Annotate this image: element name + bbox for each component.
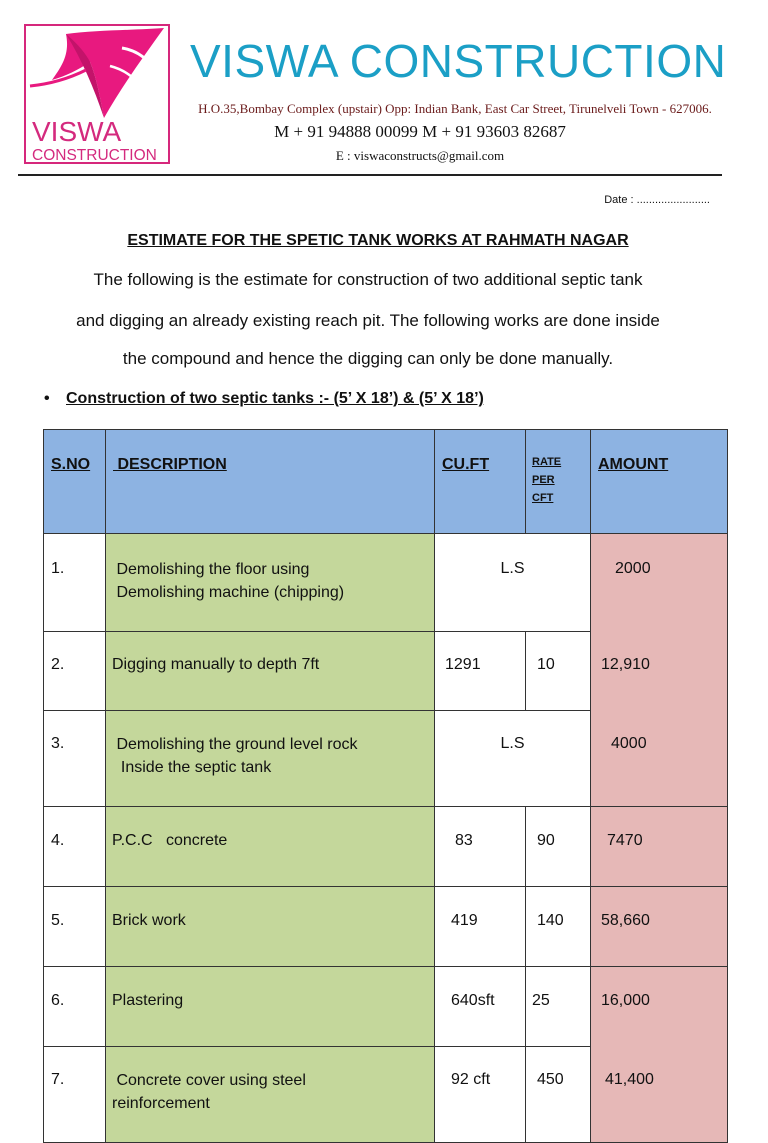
table-row (44, 711, 728, 807)
header-rate: RATE PER CFT (526, 430, 591, 534)
estimate-table (43, 429, 728, 1143)
cell-description: P.C.C concrete (106, 807, 435, 887)
cell-amount: 41,400 (591, 1047, 728, 1143)
table-row (44, 807, 728, 887)
cell-amount: 4000 (591, 711, 728, 807)
cell-sno: 7. (44, 1047, 106, 1143)
logo-text-sub: CONSTRUCTION (32, 147, 157, 164)
cell-cuft: L.S (435, 534, 591, 632)
logo-text-main: VISWA (32, 116, 122, 147)
cell-description: Plastering (106, 967, 435, 1047)
table-row (44, 534, 728, 632)
company-email: E : viswaconstructs@gmail.com (335, 148, 505, 163)
cell-amount: 58,660 (591, 887, 728, 967)
table-row (44, 632, 728, 711)
document-title: ESTIMATE FOR THE SPETIC TANK WORKS AT RAHMATH NAGAR (127, 232, 629, 249)
cell-amount: 7470 (591, 807, 728, 887)
letterhead-divider (18, 174, 722, 176)
intro-line-3: the compound and hence the digging can only be done manually. (122, 349, 614, 368)
cell-amount: 2000 (591, 534, 728, 632)
intro-line-1: The following is the estimate for construction of two additional septic tank (93, 270, 643, 289)
cell-sno: 2. (44, 632, 106, 711)
header-cuft: CU.FT (435, 430, 526, 534)
bullet-dot-icon: • (44, 390, 50, 407)
cell-amount: 16,000 (591, 967, 728, 1047)
cell-cuft: 419 (435, 887, 526, 967)
date-field: Date : ........................ (604, 194, 710, 206)
cell-sno: 3. (44, 711, 106, 807)
cell-description: Digging manually to depth 7ft (106, 632, 435, 711)
cell-rate: 450 (526, 1047, 591, 1143)
cell-sno: 6. (44, 967, 106, 1047)
cell-description: Demolishing the ground level rock Inside the septic tank (106, 711, 435, 807)
cell-rate: 10 (526, 632, 591, 711)
table-row (44, 1047, 728, 1143)
cell-sno: 1. (44, 534, 106, 632)
company-name: VISWA CONSTRUCTION (190, 35, 727, 87)
table-row (44, 887, 728, 967)
intro-line-2: and digging an already existing reach pit. The following works are done inside (76, 311, 660, 330)
cell-rate: 90 (526, 807, 591, 887)
cell-cuft: 92 cft (435, 1047, 526, 1143)
cell-sno: 4. (44, 807, 106, 887)
table-header-row (44, 430, 728, 534)
cell-rate: 140 (526, 887, 591, 967)
header-sno: S.NO (44, 430, 106, 534)
company-address: H.O.35,Bombay Complex (upstair) Opp: Indian Bank, East Car Street, Tirunelveli Town - 627006. (198, 101, 712, 116)
cell-cuft: 1291 (435, 632, 526, 711)
section-heading-text: Construction of two septic tanks :- (5’ X 18’) & (5’ X 18’) (66, 390, 484, 407)
cell-description: Concrete cover using steel reinforcement (106, 1047, 435, 1143)
table-row (44, 967, 728, 1047)
cell-rate: 25 (526, 967, 591, 1047)
section-heading (44, 390, 484, 408)
cell-cuft: L.S (435, 711, 591, 807)
cell-cuft: 83 (435, 807, 526, 887)
cell-cuft: 640sft (435, 967, 526, 1047)
cell-description: Demolishing the floor using Demolishing machine (chipping) (106, 534, 435, 632)
cell-sno: 5. (44, 887, 106, 967)
header-amount: AMOUNT (591, 430, 728, 534)
company-logo (24, 24, 170, 164)
cell-amount: 12,910 (591, 632, 728, 711)
header-description: DESCRIPTION (106, 430, 435, 534)
cell-description: Brick work (106, 887, 435, 967)
company-phones: M + 91 94888 00099 M + 91 93603 82687 (274, 122, 566, 141)
